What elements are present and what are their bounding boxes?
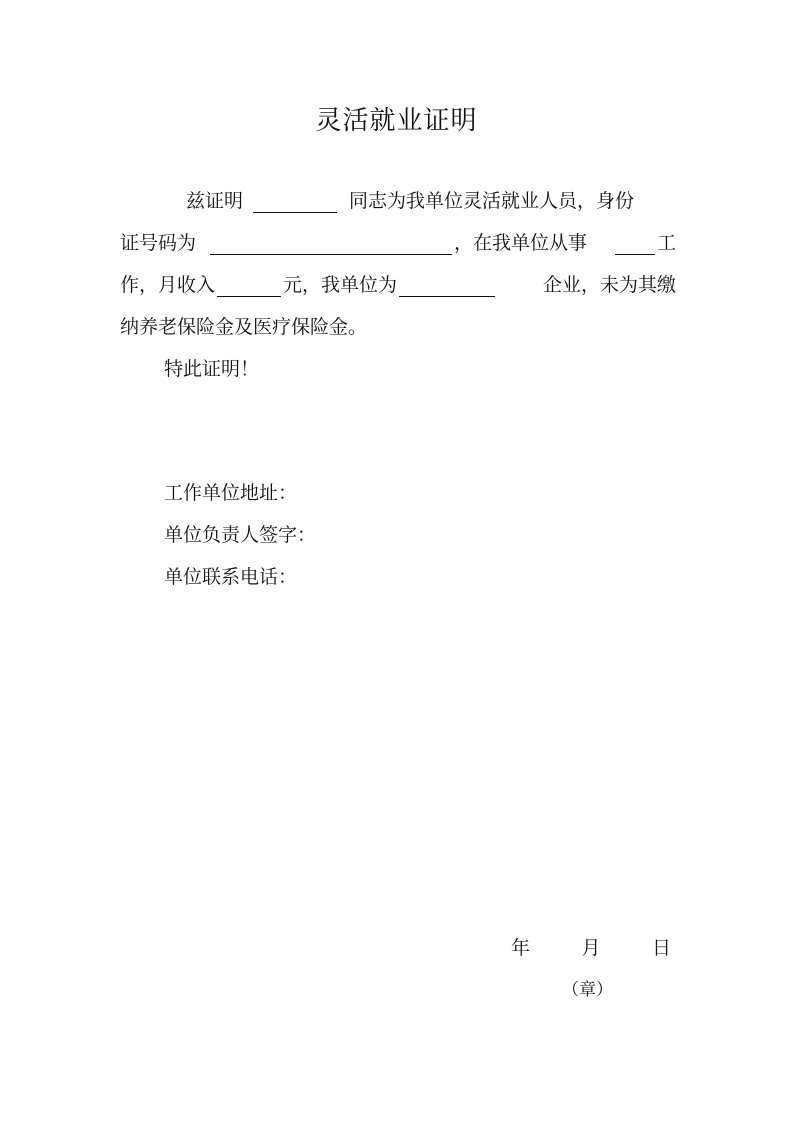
income-group (120, 264, 497, 306)
date-day: 日 (651, 937, 671, 959)
text-income-prefix: 作，月收入 (120, 274, 216, 296)
date-year: 年 (511, 937, 531, 959)
paragraph-line-2 (120, 222, 676, 264)
text-job-end: 工 (656, 232, 676, 254)
address-label: 工作单位地址： (164, 482, 298, 504)
job-blank[interactable] (615, 232, 655, 255)
name-blank[interactable] (253, 190, 337, 213)
job-group (613, 222, 676, 264)
paragraph-line-4 (120, 306, 676, 348)
date-line (511, 930, 671, 966)
text-certify-prefix: 兹证明 (186, 190, 244, 212)
seal-label: （章） (562, 980, 613, 1000)
signature-fields (164, 472, 316, 598)
text-insurance: 纳养老保险金及医疗保险金。 (120, 316, 368, 338)
id-number-blank[interactable] (210, 232, 452, 255)
text-id-prefix: 证号码为 (120, 232, 197, 254)
date-month: 月 (581, 937, 601, 959)
text-enterprise-suffix: 企业，未为其缴 (542, 274, 676, 296)
document-title: 灵活就业证明 (315, 106, 478, 136)
certificate-paragraph (120, 180, 676, 348)
closing-statement: 特此证明！ (164, 358, 260, 380)
id-number-group (120, 222, 587, 264)
text-income-mid: 元，我单位为 (283, 274, 398, 296)
paragraph-line-3 (120, 264, 676, 306)
enterprise-type-blank[interactable] (399, 274, 495, 297)
signature-label: 单位负责人签字： (164, 524, 317, 546)
phone-label: 单位联系电话： (164, 566, 298, 588)
text-id-suffix: ，在我单位从事 (454, 232, 588, 254)
paragraph-line-1 (120, 180, 676, 222)
text-certify-suffix: 同志为我单位灵活就业人员，身份 (349, 190, 635, 212)
income-blank[interactable] (217, 274, 281, 297)
